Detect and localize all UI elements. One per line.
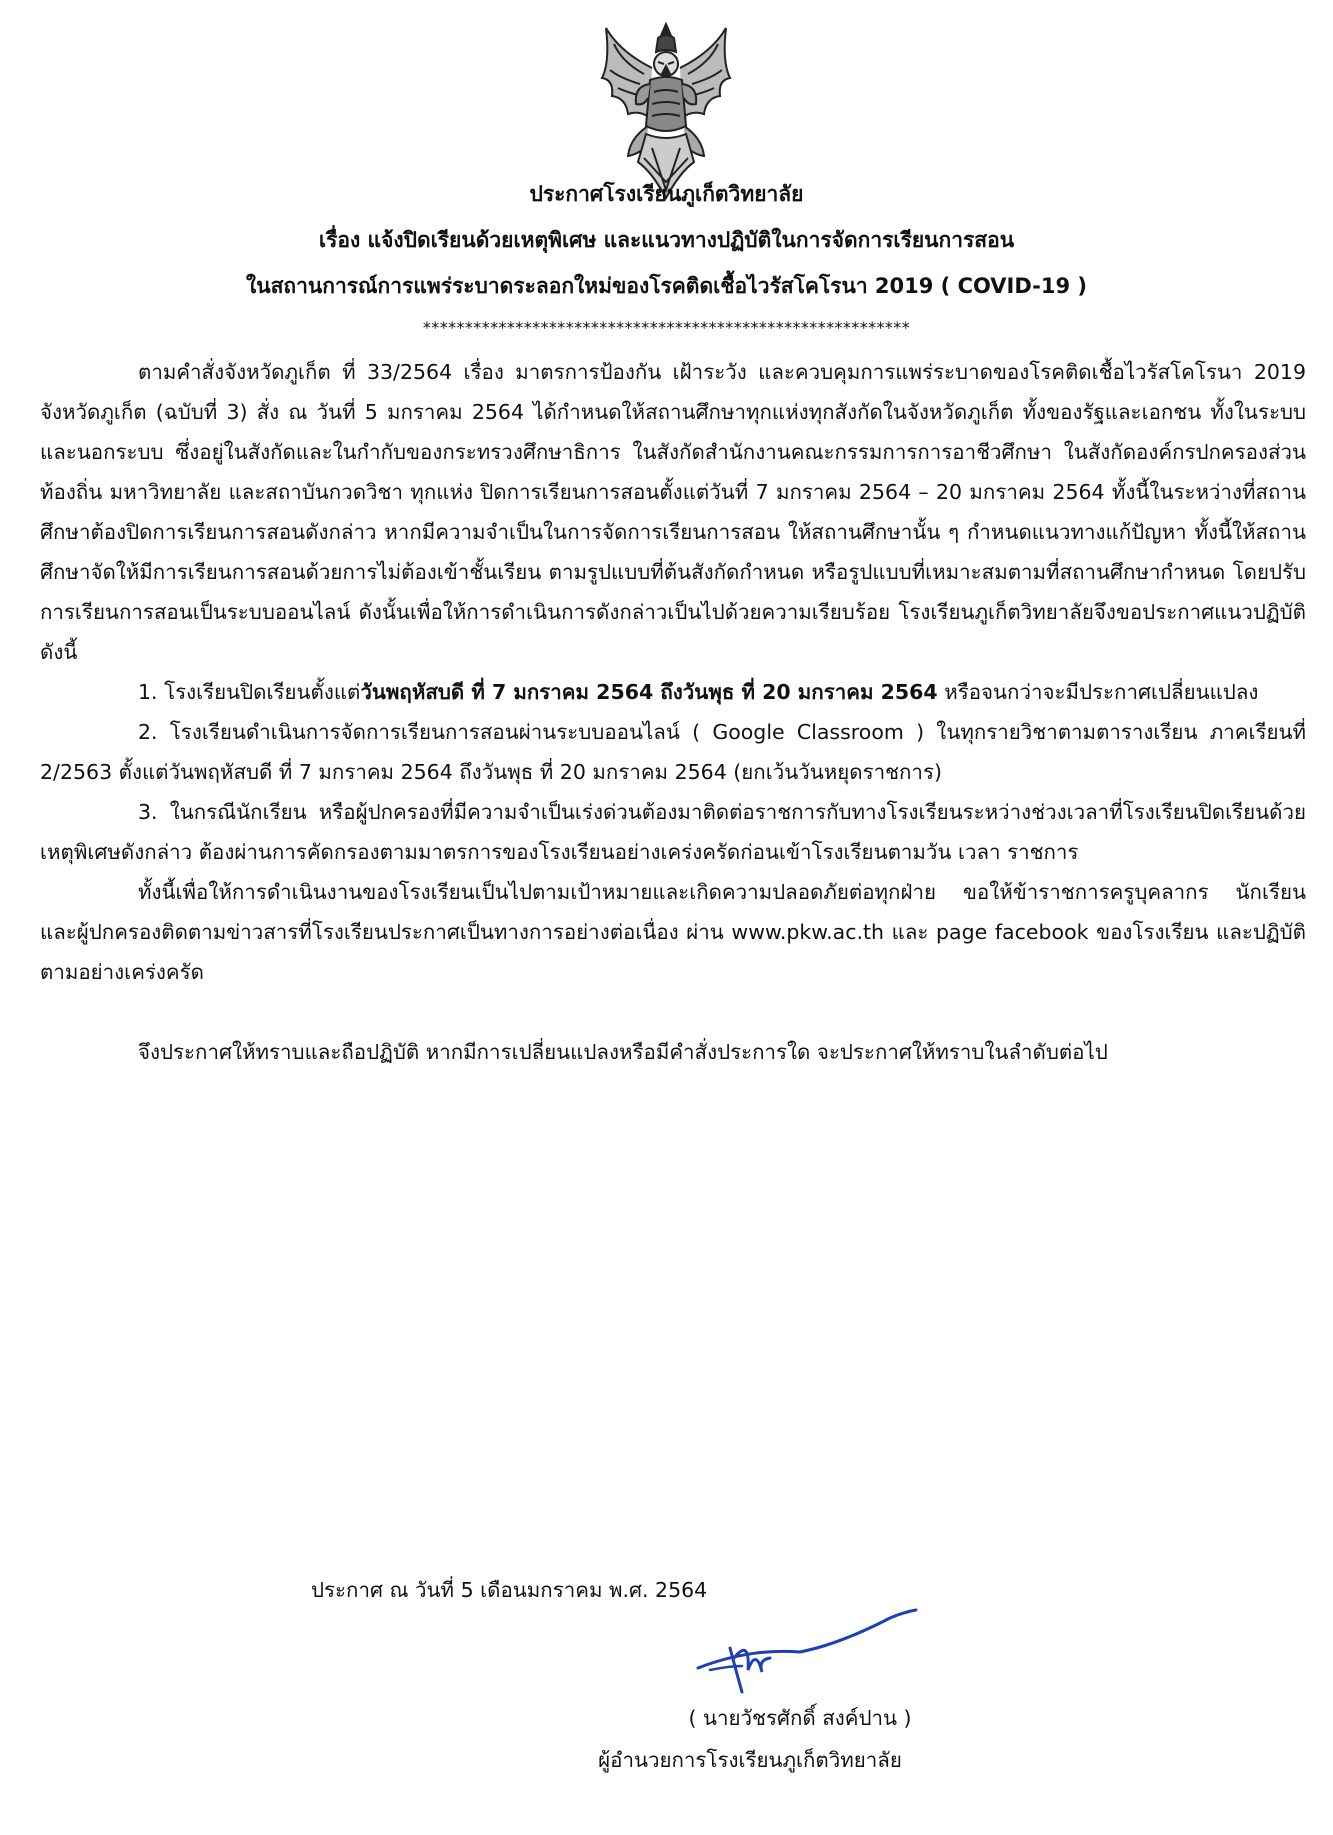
announcement-subject-context: ในสถานการณ์การแพร่ระบาดระลอกใหม่ของโรคติดเชื้อไวรัสโคโรนา 2019 ( COVID-19 ) bbox=[245, 274, 1088, 298]
announcement-title: ประกาศโรงเรียนภูเก็ตวิทยาลัย bbox=[529, 182, 804, 206]
item-3-paragraph: 3. ในกรณีนักเรียน หรือผู้ปกครองที่มีความจำเป็นเร่งด่วนต้องมาติดต่อราชการกับทางโรงเรียนระหว่างช่วงเวลาที่โรงเรียนปิดเรียนด้วยเหตุพิเศษดังกล่าว ต้องผ่านการคัดกรองตามมาตรการของโรงเรียนอย่างเคร่งครัดก่อนเข้าโรงเรียนตามวัน เวลา ราชการ bbox=[40, 800, 1306, 864]
item-1-suffix: หรือจนกว่าจะมีประกาศเปลี่ยนแปลง bbox=[937, 680, 1259, 704]
signer-name: ( นายวัชรศักดิ์ สงค์ปาน ) bbox=[688, 1706, 912, 1730]
final-paragraph: จึงประกาศให้ทราบและถือปฏิบัติ หากมีการเปลี่ยนแปลงหรือมีคำสั่งประการใด จะประกาศให้ทราบในลำดับต่อไป bbox=[138, 1040, 1108, 1064]
signature-icon bbox=[690, 1608, 920, 1694]
announcement-body bbox=[40, 352, 1306, 1072]
intro-paragraph: ตามคำสั่งจังหวัดภูเก็ต ที่ 33/2564 เรื่อง มาตรการป้องกัน เฝ้าระวัง และควบคุมการแพร่ระบาดของโรคติดเชื้อไวรัสโคโรนา 2019 จังหวัดภูเก็ต (ฉบับที่ 3) สั่ง ณ วันที่ 5 มกราคม 2564 ได้กำหนดให้สถานศึกษาทุกแห่งทุกสังกัดในจังหวัดภูเก็ต ทั้งของรัฐและเอกชน ทั้งในระบบและนอกระบบ ซึ่งอยู่ในสังกัดและในกำกับของกระทรวงศึกษาธิการ ในสังกัดสำนักงานคณะกรรมการการอาชีวศึกษา ในสังกัดองค์กรปกครองส่วนท้องถิ่น มหาวิทยาลัย และสถาบันกวดวิชา ทุกแห่ง ปิดการเรียนการสอนตั้งแต่วันที่ 7 มกราคม 2564 – 20 มกราคม 2564 ทั้งนี้ในระหว่างที่สถานศึกษาต้องปิดการเรียนการสอนดังกล่าว หากมีความจำเป็นในการจัดการเรียนการสอน ให้สถานศึกษานั้น ๆ กำหนดแนวทางแก้ปัญหา ทั้งนี้ให้สถานศึกษาจัดให้มีการเรียนการสอนด้วยการไม่ต้องเข้าชั้นเรียน ตามรูปแบบที่ต้นสังกัดกำหนด หรือรูปแบบที่เหมาะสมตามที่สถานศึกษากำหนด โดยปรับการเรียนการสอนเป็นระบบออนไลน์ ดังนั้นเพื่อให้การดำเนินการดังกล่าวเป็นไปด้วยความเรียบร้อย โรงเรียนภูเก็ตวิทยาลัยจึงขอประกาศแนวปฏิบัติดังนี้ bbox=[40, 360, 1306, 664]
item-1-dates: วันพฤหัสบดี ที่ 7 มกราคม 2564 ถึงวันพุธ ที่ 20 มกราคม 2564 bbox=[360, 680, 938, 704]
announcement-date: ประกาศ ณ วันที่ 5 เดือนมกราคม พ.ศ. 2564 bbox=[311, 1578, 708, 1602]
announcement-subject: เรื่อง แจ้งปิดเรียนด้วยเหตุพิเศษ และแนวทางปฏิบัติในการจัดการเรียนการสอน bbox=[318, 228, 1015, 252]
separator-line: ********************************************************** bbox=[422, 318, 911, 337]
signer-position: ผู้อำนวยการโรงเรียนภูเก็ตวิทยาลัย bbox=[598, 1748, 902, 1772]
item-1-prefix: 1. โรงเรียนปิดเรียนตั้งแต่ bbox=[138, 680, 361, 704]
item-2-paragraph: 2. โรงเรียนดำเนินการจัดการเรียนการสอนผ่านระบบออนไลน์ ( Google Classroom ) ในทุกรายวิชาตามตารางเรียน ภาคเรียนที่ 2/2563 ตั้งแต่วันพฤหัสบดี ที่ 7 มกราคม 2564 ถึงวันพุธ ที่ 20 มกราคม 2564 (ยกเว้นวันหยุดราชการ) bbox=[40, 720, 1306, 784]
closing-paragraph: ทั้งนี้เพื่อให้การดำเนินงานของโรงเรียนเป็นไปตามเป้าหมายและเกิดความปลอดภัยต่อทุกฝ่าย ขอให้ข้าราชการครูบุคลากร นักเรียน และผู้ปกครองติดตามข่าวสารที่โรงเรียนประกาศเป็นทางการอย่างต่อเนื่อง ผ่าน www.pkw.ac.th และ page facebook ของโรงเรียน และปฏิบัติตามอย่างเคร่งครัด bbox=[40, 880, 1306, 984]
item-1-paragraph bbox=[40, 672, 1306, 712]
